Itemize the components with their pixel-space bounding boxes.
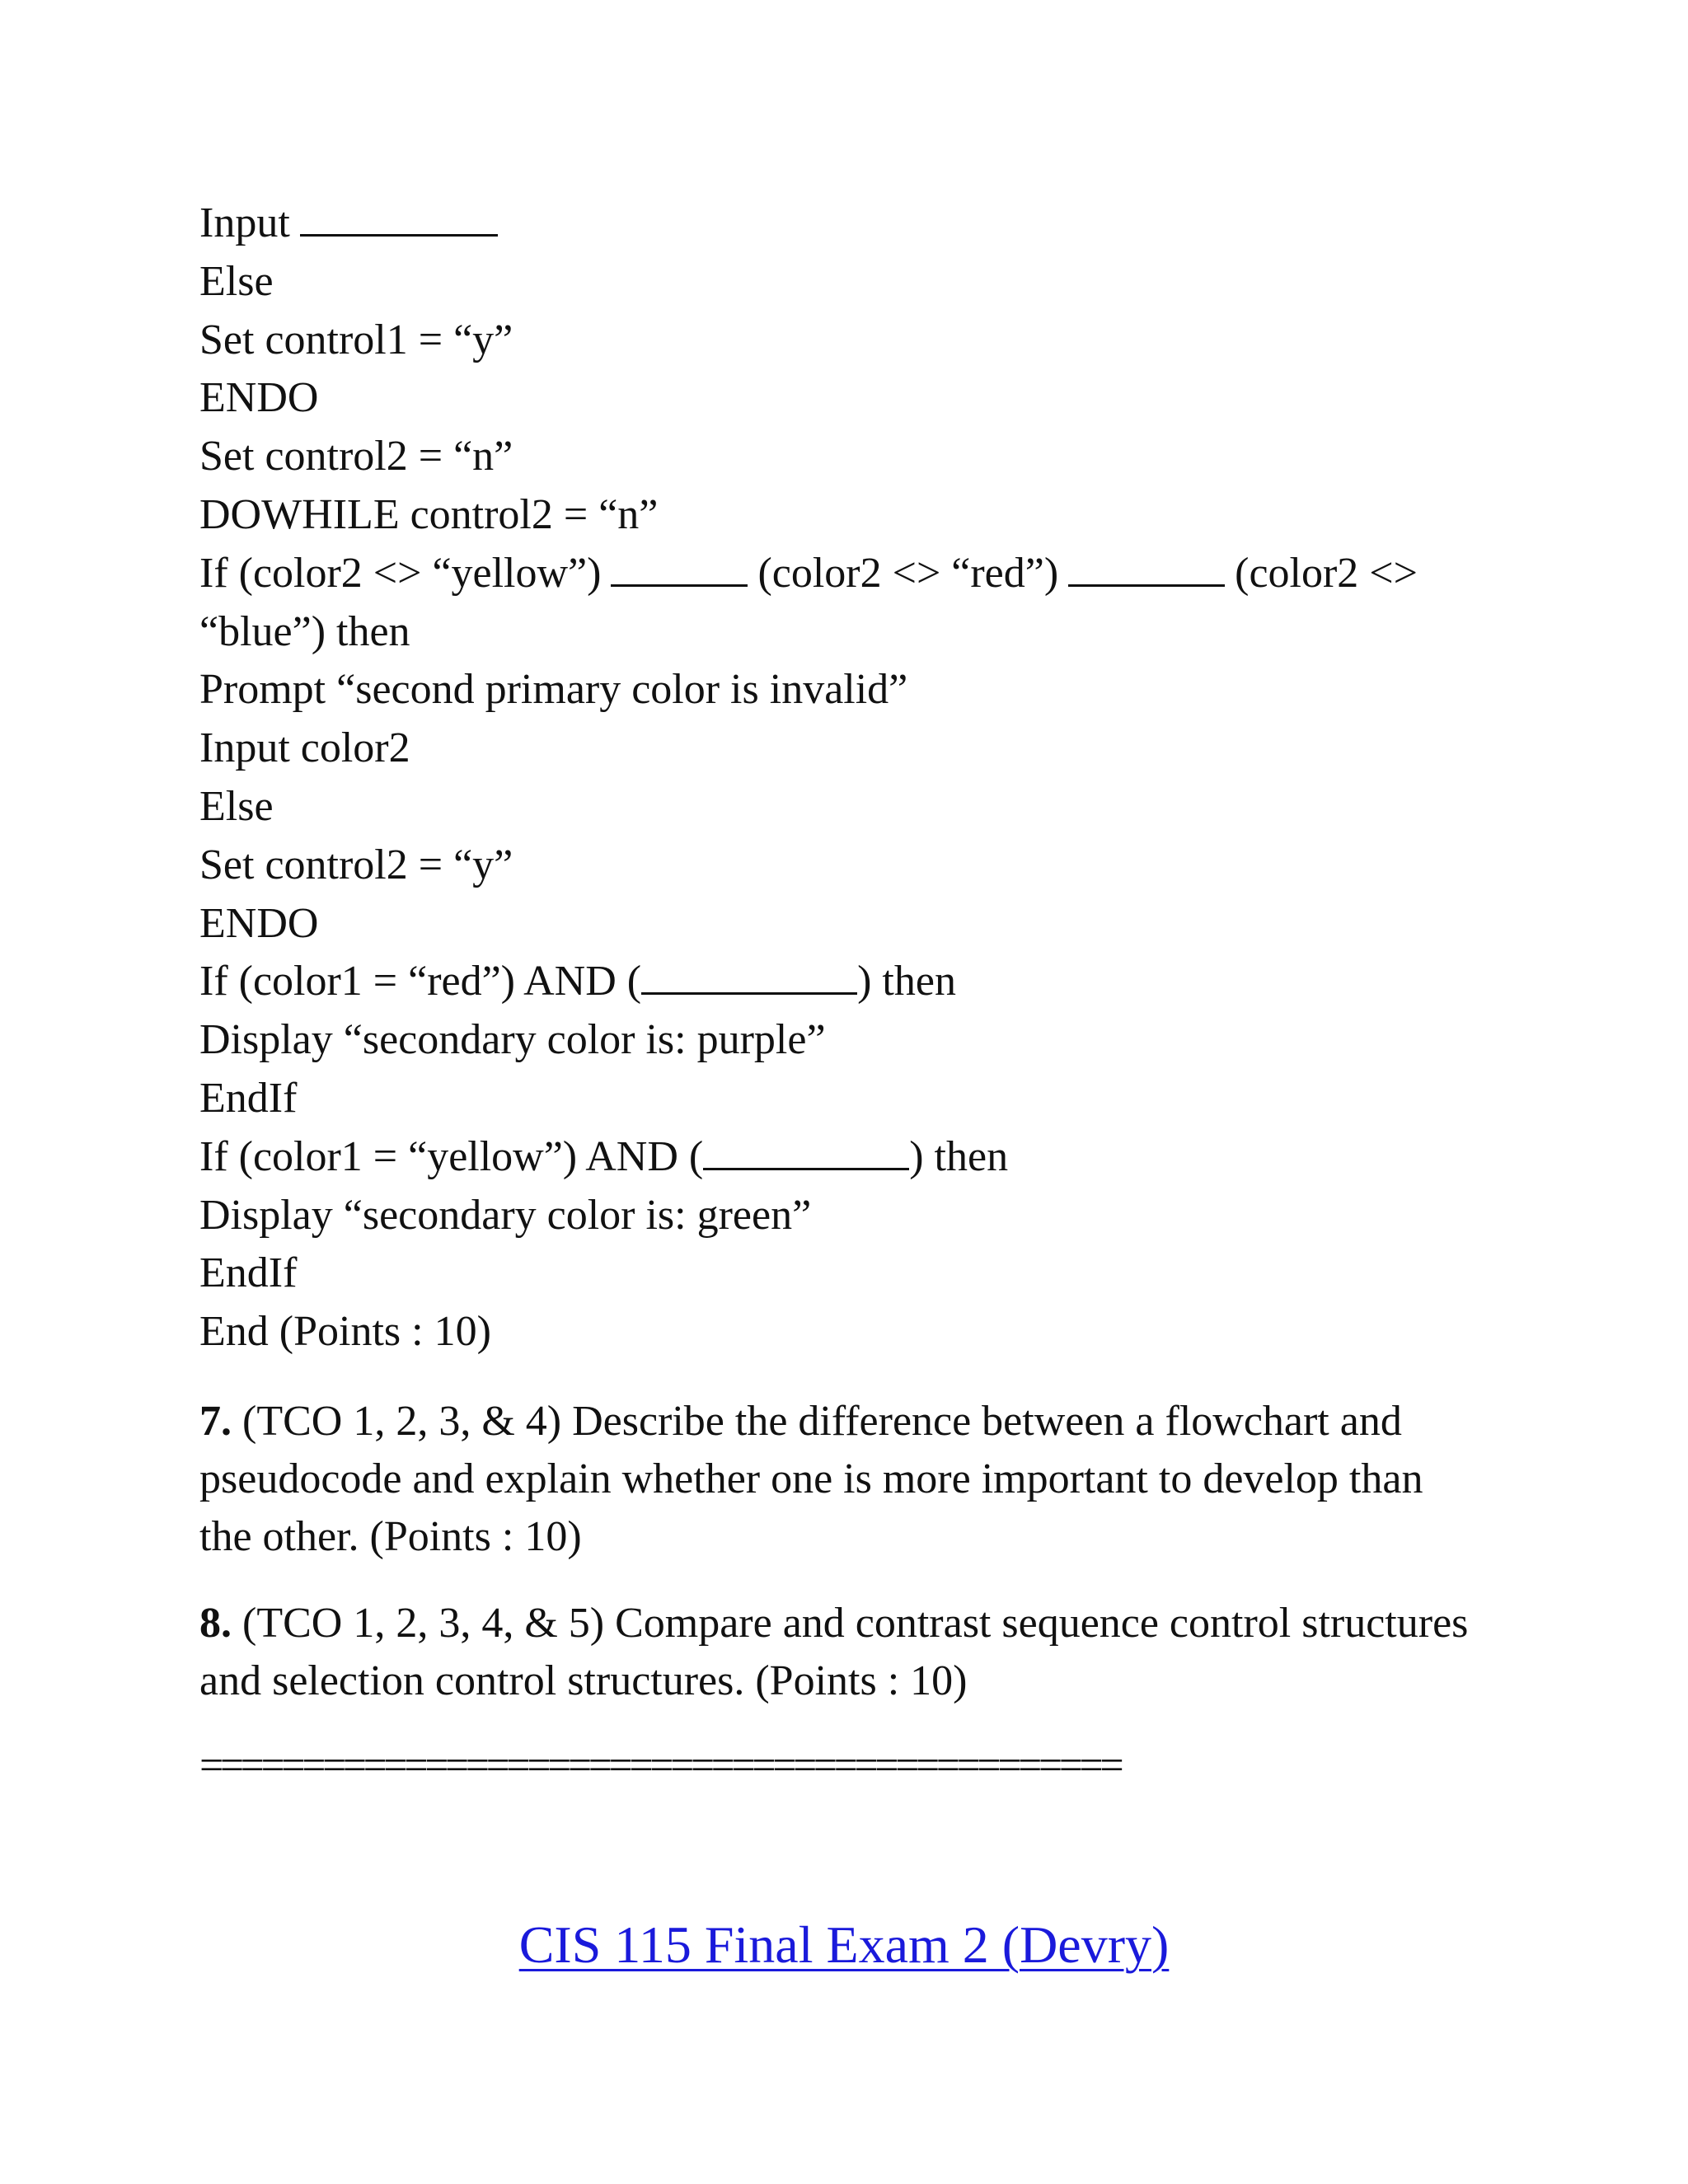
code-line: DOWHILE control2 = “n” — [199, 490, 659, 538]
question-text: (TCO 1, 2, 3, & 4) Describe the difference between a flowchart and pseudocode and explain whether one is more important to develop than the other. (Points : 10) — [199, 1398, 1423, 1560]
code-line: Else — [199, 782, 274, 830]
fill-in-blank — [1068, 550, 1225, 587]
code-line — [199, 1128, 1485, 1187]
fill-in-blank — [300, 199, 498, 237]
fill-in-blank — [703, 1133, 909, 1170]
code-line: EndIf — [199, 1074, 298, 1122]
code-line: Input color2 — [199, 724, 410, 772]
code-text: Input — [199, 199, 290, 246]
code-text: (color2 <> — [1235, 549, 1418, 597]
question-7 — [199, 1393, 1485, 1566]
exam-link[interactable]: CIS 115 Final Exam 2 (Devry) — [518, 1915, 1170, 1974]
fill-in-blank — [611, 550, 748, 587]
code-line: Display “secondary color is: purple” — [199, 1016, 826, 1064]
code-text: If (color1 = “yellow”) AND ( — [199, 1132, 704, 1180]
code-line: ENDO — [199, 374, 319, 422]
code-text: (color2 <> “red”) — [757, 549, 1059, 597]
code-line — [199, 953, 1485, 1011]
code-line: EndIf — [199, 1249, 298, 1297]
code-text: ) then — [857, 958, 956, 1005]
pseudocode-block — [199, 194, 1485, 1361]
code-line: Else — [199, 257, 274, 305]
question-8 — [199, 1595, 1485, 1710]
question-text: (TCO 1, 2, 3, 4, & 5) Compare and contrast sequence control structures and selection control structures. (Points : 10) — [199, 1600, 1469, 1704]
question-number: 8. — [199, 1600, 232, 1647]
code-text: If (color2 <> “yellow”) — [199, 549, 602, 597]
question-number: 7. — [199, 1398, 232, 1445]
section-divider: ============================================= — [199, 1742, 1121, 1789]
code-line: Set control1 = “y” — [199, 316, 513, 363]
code-line — [199, 194, 1485, 253]
code-line: Set control2 = “y” — [199, 841, 513, 888]
footer-link-container — [0, 1912, 1688, 1978]
code-text: ) then — [909, 1132, 1009, 1180]
code-line: Set control2 = “n” — [199, 433, 513, 480]
code-line: Display “secondary color is: green” — [199, 1191, 812, 1239]
code-text: If (color1 = “red”) AND ( — [199, 958, 642, 1005]
code-line: ENDO — [199, 899, 319, 947]
code-line: “blue”) then — [199, 607, 410, 655]
code-line: Prompt “second primary color is invalid” — [199, 666, 908, 714]
code-line: End (Points : 10) — [199, 1308, 491, 1356]
code-line — [199, 545, 1485, 603]
fill-in-blank — [641, 958, 857, 995]
